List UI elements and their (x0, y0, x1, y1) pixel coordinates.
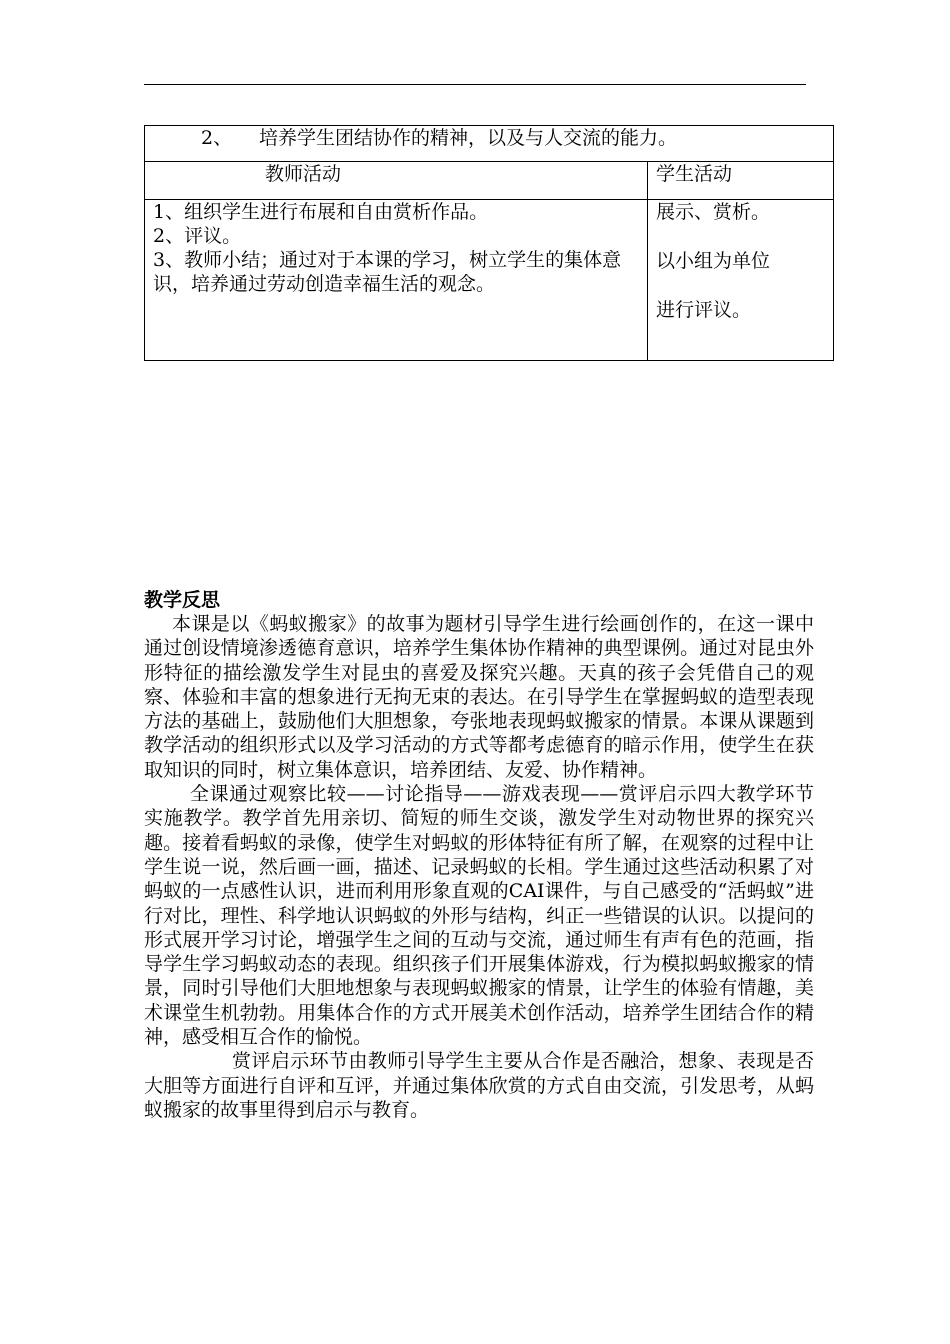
reflection-paragraph: 全课通过观察比较——讨论指导——游戏表现——赏评启示四大教学环节实施教学。教学首先用亲切、简短的师生交谈，激发学生对动物世界的探究兴趣。接着看蚂蚁的录像，使学生对蚂蚁的形体特征有所了解，在观察的过程中让学生说一说，然后画一画，描述、记录蚂蚁的长相。学生通过这些活动积累了对蚂蚁的一点感性认识，进而利用形象直观的CAI课件，与自己感受的“活蚂蚁”进行对比，理性、科学地认识蚂蚁的外形与结构，纠正一些错误的认识。以提问的形式展开学习讨论，增强学生之间的互动与交流，通过师生有声有色的范画，指导学生学习蚂蚁动态的表现。组织孩子们开展集体游戏，行为模拟蚂蚁搬家的情景，同时引导他们大胆地想象与表现蚂蚁搬家的情景，让学生的体验有情趣，美术课堂生机勃勃。用集体合作的方式开展美术创作活动，培养学生团结合作的精神，感受相互合作的愉悦。 (144, 783, 814, 1049)
student-activity-header: 学生活动 (648, 162, 834, 200)
reflection-paragraph: 赏评启示环节由教师引导学生主要从合作是否融洽，想象、表现是否大胆等方面进行自评和互评，并通过集体欣赏的方式自由交流，引发思考，从蚂蚁搬家的故事里得到启示与教育。 (144, 1050, 814, 1121)
header-rule (144, 84, 806, 85)
goal-row (145, 126, 834, 162)
lesson-activity-table (144, 125, 834, 361)
goal-cell (145, 126, 834, 162)
teacher-activity-cell (145, 200, 648, 361)
reflection-paragraph: 本课是以《蚂蚁搬家》的故事为题材引导学生进行绘画创作的，在这一课中通过创设情境渗透德育意识，培养学生集体协作精神的典型课例。通过对昆虫外形特征的描绘激发学生对昆虫的喜爱及探究兴趣。天真的孩子会凭借自己的观察、体验和丰富的想象进行无拘无束的表达。在引导学生在掌握蚂蚁的造型表现方法的基础上，鼓励他们大胆想象，夸张地表现蚂蚁搬家的情景。本课从课题到教学活动的组织形式以及学习活动的方式等都考虑德育的暗示作用，使学生在获取知识的同时，树立集体意识，培养团结、友爱、协作精神。 (144, 613, 814, 781)
goal-number: 2、 (201, 127, 233, 149)
header-row (145, 162, 834, 200)
goal-text: 培养学生团结协作的精神，以及与人交流的能力。 (259, 127, 678, 149)
student-item: 展示、赏析。 (656, 201, 771, 223)
reflection-title: 教学反思 (144, 589, 221, 611)
teaching-reflection-section (144, 588, 814, 1122)
student-item: 进行评议。 (656, 299, 752, 321)
activity-content-row (145, 200, 834, 361)
teacher-item: 2、评议。 (153, 225, 242, 247)
student-activity-cell (648, 200, 834, 361)
teacher-activity-header: 教师活动 (145, 162, 648, 200)
teacher-item: 3、教师小结；通过对于本课的学习，树立学生的集体意识，培养通过劳动创造幸福生活的观念。 (153, 249, 622, 295)
teacher-item: 1、组织学生进行布展和自由赏析作品。 (153, 201, 489, 223)
student-item: 以小组为单位 (656, 250, 771, 272)
